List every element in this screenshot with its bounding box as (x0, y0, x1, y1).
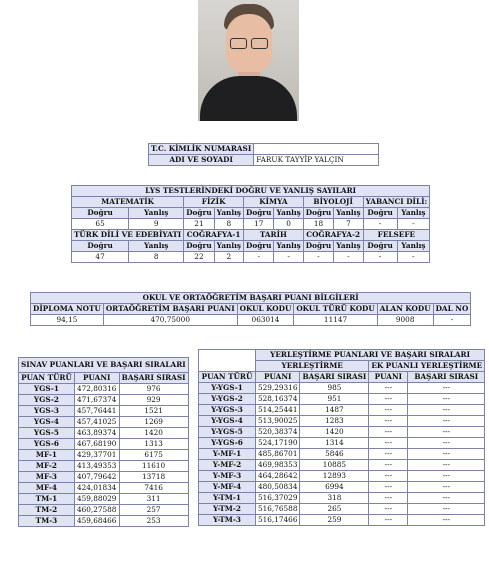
table-row (19, 483, 189, 494)
table-cell: TM-3 (19, 516, 75, 527)
table-cell: 12893 (300, 471, 369, 482)
table-cell: 459,88029 (74, 494, 119, 505)
correct-label: Doğru (363, 208, 397, 219)
exam-scores-table (18, 357, 189, 527)
table-cell: --- (369, 471, 408, 482)
tc-value (254, 144, 379, 155)
table-cell: Y-TM-1 (199, 493, 256, 504)
table-cell: --- (408, 482, 485, 493)
table-cell: --- (408, 405, 485, 416)
table-row (19, 516, 189, 527)
table-cell: --- (408, 515, 485, 526)
table-cell: 257 (119, 505, 188, 516)
table-cell: 259 (300, 515, 369, 526)
table-row (19, 450, 189, 461)
lys-subject: BİYOLOJİ (303, 197, 363, 208)
table-row (199, 394, 485, 405)
table-cell: 528,16374 (256, 394, 300, 405)
wrong-label: Yanlış (274, 241, 303, 252)
correct-label: Doğru (303, 241, 333, 252)
school-title: OKUL VE ORTAÖĞRETİM BAŞARI PUANI BİLGİLERİ (31, 293, 471, 304)
lys-subject: KİMYA (244, 197, 304, 208)
table-cell: 1269 (119, 417, 188, 428)
exam-header: PUAN TÜRÜ (19, 373, 75, 384)
exam-header: PUANI (74, 373, 119, 384)
table-cell: 951 (300, 394, 369, 405)
tc-label: T.C. KİMLİK NUMARASI (149, 144, 254, 155)
table-cell: 5846 (300, 449, 369, 460)
table-row (199, 383, 485, 394)
exam-title: SINAV PUANLARI VE BAŞARI SIRALARI (19, 358, 189, 373)
table-cell: MF-1 (19, 450, 75, 461)
table-row (19, 494, 189, 505)
table-cell: --- (369, 438, 408, 449)
table-cell: YGS-4 (19, 417, 75, 428)
placement-header: PUANI (369, 372, 408, 383)
table-row (19, 395, 189, 406)
table-cell: YGS-1 (19, 384, 75, 395)
table-cell: 10885 (300, 460, 369, 471)
placement-title: YERLEŞTİRME PUANLARI VE BAŞARI SIRALARI (256, 350, 485, 361)
placement-header: BAŞARI SIRASI (408, 372, 485, 383)
table-cell: 429,37701 (74, 450, 119, 461)
placement-scores-table (198, 349, 485, 526)
school-header: OKUL TÜRÜ KODU (294, 304, 377, 315)
lys-value: 21 (184, 219, 214, 230)
table-row (199, 449, 485, 460)
lys-subject: TARİH (244, 230, 304, 241)
wrong-label: Yanlış (334, 241, 363, 252)
table-cell: --- (369, 383, 408, 394)
table-cell: 407,79642 (74, 472, 119, 483)
table-cell: 1313 (119, 439, 188, 450)
table-cell: Y-YGS-5 (199, 427, 256, 438)
placement-sub: YERLEŞTİRME (256, 361, 369, 372)
table-row (19, 406, 189, 417)
table-cell: --- (369, 427, 408, 438)
correct-label: Doğru (72, 208, 129, 219)
table-cell: 976 (119, 384, 188, 395)
table-cell: --- (408, 383, 485, 394)
school-table (30, 292, 471, 326)
table-row (199, 438, 485, 449)
table-cell: 524,17190 (256, 438, 300, 449)
table-cell: YGS-3 (19, 406, 75, 417)
school-header: DAL NO (433, 304, 471, 315)
table-cell: Y-TM-2 (199, 504, 256, 515)
table-row (199, 460, 485, 471)
lys-table (71, 185, 430, 263)
placement-sub: EK PUANLI YERLEŞTİRME (369, 361, 485, 372)
wrong-label: Yanlış (129, 241, 184, 252)
table-cell: Y-TM-3 (199, 515, 256, 526)
table-cell: MF-3 (19, 472, 75, 483)
table-row (19, 472, 189, 483)
table-cell: --- (369, 449, 408, 460)
lys-value: - (244, 252, 274, 263)
table-cell: Y-MF-1 (199, 449, 256, 460)
school-value: 11147 (294, 315, 377, 326)
placement-header: PUANI (256, 372, 300, 383)
lys-value: - (334, 252, 363, 263)
table-cell: 457,41025 (74, 417, 119, 428)
school-header: ALAN KODU (377, 304, 433, 315)
table-cell: TM-2 (19, 505, 75, 516)
table-cell: Y-MF-3 (199, 471, 256, 482)
table-row (199, 427, 485, 438)
lys-value: 0 (274, 219, 303, 230)
lys-subject: COĞRAFYA-2 (303, 230, 363, 241)
table-cell: 6994 (300, 482, 369, 493)
name-label: ADI VE SOYADI (149, 155, 254, 166)
table-cell: Y-MF-4 (199, 482, 256, 493)
table-cell: TM-1 (19, 494, 75, 505)
table-cell: Y-YGS-6 (199, 438, 256, 449)
correct-label: Doğru (244, 241, 274, 252)
lys-subject: YABANCI DİLİ: (363, 197, 430, 208)
table-cell: YGS-6 (19, 439, 75, 450)
table-cell: 311 (119, 494, 188, 505)
lys-value: 22 (184, 252, 214, 263)
table-cell: 469,98353 (256, 460, 300, 471)
table-cell: 1420 (119, 428, 188, 439)
school-header: ORTAÖĞRETİM BAŞARI PUANI (103, 304, 237, 315)
correct-label: Doğru (72, 241, 129, 252)
table-row (19, 505, 189, 516)
lys-value: - (363, 252, 397, 263)
table-cell: 457,76441 (74, 406, 119, 417)
wrong-label: Yanlış (397, 241, 430, 252)
lys-subject: FELSEFE (363, 230, 430, 241)
table-cell: --- (369, 493, 408, 504)
wrong-label: Yanlış (129, 208, 184, 219)
lys-subject: COĞRAFYA-1 (184, 230, 244, 241)
school-value: 063014 (237, 315, 294, 326)
table-cell: 11610 (119, 461, 188, 472)
school-header: OKUL KODU (237, 304, 294, 315)
lys-subject: TÜRK DİLİ VE EDEBİYATI (72, 230, 184, 241)
lys-value: 65 (72, 219, 129, 230)
table-cell: 1487 (300, 405, 369, 416)
table-cell: Y-YGS-4 (199, 416, 256, 427)
table-cell: 1314 (300, 438, 369, 449)
table-row (19, 439, 189, 450)
table-row (19, 417, 189, 428)
lys-title: LYS TESTLERİNDEKİ DOĞRU VE YANLIŞ SAYILARI (72, 186, 430, 197)
wrong-label: Yanlış (214, 241, 243, 252)
lys-value: 47 (72, 252, 129, 263)
wrong-label: Yanlış (334, 208, 363, 219)
table-cell: 514,25441 (256, 405, 300, 416)
lys-value: 8 (214, 219, 243, 230)
table-cell: YGS-5 (19, 428, 75, 439)
school-value: - (433, 315, 471, 326)
student-photo (198, 0, 299, 121)
table-cell: 13718 (119, 472, 188, 483)
table-row (19, 384, 189, 395)
lys-value: 18 (303, 219, 333, 230)
table-cell: 464,28642 (256, 471, 300, 482)
lys-value: - (397, 219, 430, 230)
table-row (199, 416, 485, 427)
table-cell: --- (408, 416, 485, 427)
table-cell: 467,68190 (74, 439, 119, 450)
table-cell: 459,68466 (74, 516, 119, 527)
table-cell: 520,38374 (256, 427, 300, 438)
table-cell: --- (369, 394, 408, 405)
table-row (19, 461, 189, 472)
table-cell: 471,67374 (74, 395, 119, 406)
table-cell: 463,89374 (74, 428, 119, 439)
table-cell: 6175 (119, 450, 188, 461)
identity-table (148, 143, 379, 166)
table-cell: --- (369, 416, 408, 427)
table-cell: 1283 (300, 416, 369, 427)
table-cell: 1521 (119, 406, 188, 417)
table-row (199, 493, 485, 504)
table-cell: MF-2 (19, 461, 75, 472)
table-cell: --- (408, 504, 485, 515)
table-row (19, 428, 189, 439)
lys-value: 9 (129, 219, 184, 230)
wrong-label: Yanlış (214, 208, 243, 219)
placement-header: PUAN TÜRÜ (199, 372, 256, 383)
table-row (199, 482, 485, 493)
table-cell: --- (408, 449, 485, 460)
table-cell: --- (369, 405, 408, 416)
lys-subject: MATEMATİK (72, 197, 184, 208)
table-cell: --- (369, 504, 408, 515)
table-cell: --- (369, 515, 408, 526)
lys-subject: FİZİK (184, 197, 244, 208)
wrong-label: Yanlış (274, 208, 303, 219)
lys-value: - (397, 252, 430, 263)
table-row (199, 471, 485, 482)
table-cell: 513,90025 (256, 416, 300, 427)
table-cell: Y-YGS-2 (199, 394, 256, 405)
table-cell: --- (408, 438, 485, 449)
table-cell: 485,86701 (256, 449, 300, 460)
lys-value: 8 (129, 252, 184, 263)
table-row (199, 405, 485, 416)
name-value: FARUK TAYYİP YALÇIN (254, 155, 379, 166)
correct-label: Doğru (184, 241, 214, 252)
table-cell: --- (408, 460, 485, 471)
table-cell: 929 (119, 395, 188, 406)
correct-label: Doğru (363, 241, 397, 252)
table-cell: --- (408, 493, 485, 504)
table-cell: --- (369, 460, 408, 471)
table-cell: 529,29316 (256, 383, 300, 394)
table-row (199, 515, 485, 526)
table-cell: 516,76588 (256, 504, 300, 515)
table-cell: 985 (300, 383, 369, 394)
table-cell: MF-4 (19, 483, 75, 494)
table-cell: 516,17466 (256, 515, 300, 526)
lys-value: 2 (214, 252, 243, 263)
table-cell: 1420 (300, 427, 369, 438)
exam-header: BAŞARI SIRASI (119, 373, 188, 384)
table-cell: --- (408, 471, 485, 482)
school-header: DİPLOMA NOTU (31, 304, 104, 315)
table-cell: YGS-2 (19, 395, 75, 406)
lys-value: 17 (244, 219, 274, 230)
table-cell: 265 (300, 504, 369, 515)
table-row (199, 504, 485, 515)
correct-label: Doğru (184, 208, 214, 219)
table-cell: 480,50834 (256, 482, 300, 493)
correct-label: Doğru (303, 208, 333, 219)
correct-label: Doğru (244, 208, 274, 219)
table-cell: Y-MF-2 (199, 460, 256, 471)
table-cell: 516,37029 (256, 493, 300, 504)
wrong-label: Yanlış (397, 208, 430, 219)
table-cell: 318 (300, 493, 369, 504)
table-cell: 413,49353 (74, 461, 119, 472)
table-cell: --- (369, 482, 408, 493)
lys-value: - (274, 252, 303, 263)
table-cell: --- (408, 394, 485, 405)
lys-value: - (363, 219, 397, 230)
school-value: 470,75000 (103, 315, 237, 326)
table-cell: Y-YGS-3 (199, 405, 256, 416)
table-cell: 253 (119, 516, 188, 527)
lys-value: 7 (334, 219, 363, 230)
table-cell: 424,01834 (74, 483, 119, 494)
placement-header: BAŞARI SIRASI (300, 372, 369, 383)
school-value: 9008 (377, 315, 433, 326)
table-cell: 472,80316 (74, 384, 119, 395)
school-value: 94,15 (31, 315, 104, 326)
table-cell: Y-YGS-1 (199, 383, 256, 394)
table-cell: --- (408, 427, 485, 438)
table-cell: 7416 (119, 483, 188, 494)
table-cell: 460,27588 (74, 505, 119, 516)
lys-value: - (303, 252, 333, 263)
